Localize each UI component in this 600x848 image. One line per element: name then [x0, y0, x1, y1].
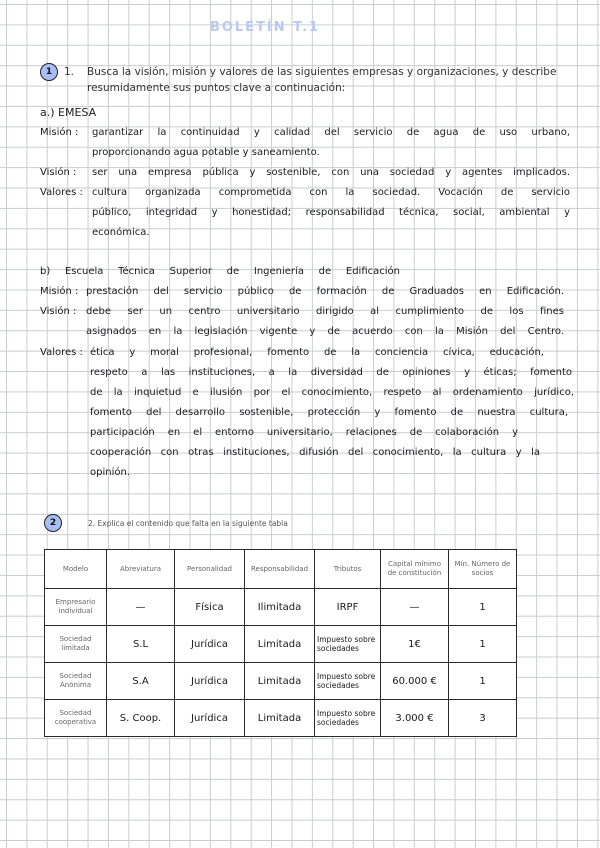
- table-cell-model: Sociedad limitada: [45, 626, 107, 663]
- section-b-valores-line-5: participación en el entorno universitario, relaciones de colaboración y: [90, 427, 518, 438]
- table-cell-taxes: Impuesto sobre sociedades: [315, 700, 381, 737]
- table-cell-liability: Limitada: [245, 626, 315, 663]
- table-header-cell: Abreviatura: [107, 550, 175, 589]
- table-cell-partners: 1: [449, 626, 517, 663]
- table-cell-capital: 3.000 €: [381, 700, 449, 737]
- section-a-valores-line-1: cultura organizada comprometida con la sociedad. Vocación de servicio: [92, 187, 570, 198]
- question-2-text: 2. Explica el contenido que falta en la siguiente tabla: [88, 519, 288, 528]
- section-b-valores-line-7: opinión.: [90, 467, 130, 478]
- section-a-valores-label: Valores :: [40, 187, 83, 198]
- table-cell-liability: Ilimitada: [245, 589, 315, 626]
- section-b-mision-label: Misión :: [40, 286, 79, 297]
- table-cell-capital: 60.000 €: [381, 663, 449, 700]
- table-row: [45, 589, 517, 626]
- table-header-cell: Mín. Número de socios: [449, 550, 517, 589]
- table-cell-capital: 1€: [381, 626, 449, 663]
- table-header-cell: Personalidad: [175, 550, 245, 589]
- section-a-vision-label: Visión :: [40, 167, 77, 178]
- table-cell-personality: Física: [175, 589, 245, 626]
- table-cell-model: Empresario individual: [45, 589, 107, 626]
- table-cell-model: Sociedad cooperativa: [45, 700, 107, 737]
- table-header-cell: Capital mínimo de constitución: [381, 550, 449, 589]
- question-2-badge: 2: [44, 514, 62, 532]
- table-cell-taxes: Impuesto sobre sociedades: [315, 626, 381, 663]
- table-header-row: [45, 550, 517, 589]
- table-cell-taxes: Impuesto sobre sociedades: [315, 663, 381, 700]
- table-cell-partners: 1: [449, 589, 517, 626]
- section-b-valores-label: Valores :: [40, 347, 83, 358]
- table-cell-personality: Jurídica: [175, 700, 245, 737]
- table-cell-partners: 1: [449, 663, 517, 700]
- section-a-heading: a.) EMESA: [40, 106, 97, 119]
- table-cell-personality: Jurídica: [175, 626, 245, 663]
- table-header-cell: Responsabilidad: [245, 550, 315, 589]
- section-b-valores-line-2: respeto a las instituciones, a la diversidad de opiniones y éticas; fomento: [90, 367, 572, 378]
- section-a-valores-line-2: público, integridad y honestidad; responsabilidad técnica, social, ambiental y: [92, 207, 570, 218]
- section-b-vision-line-1: debe ser un centro universitario dirigido al cumplimiento de los fines: [86, 306, 564, 317]
- section-b-valores-line-1: ética y moral profesional, fomento de la conciencia cívica, educación,: [90, 347, 544, 358]
- table-cell-abbreviation: S.A: [107, 663, 175, 700]
- section-b-valores-line-3: de la inquietud e ilusión por el conocimiento, respeto al ordenamiento jurídico,: [90, 387, 574, 398]
- table-header-cell: Tributos: [315, 550, 381, 589]
- question-1-number: 1.: [64, 66, 75, 78]
- table-header-cell: Modelo: [45, 550, 107, 589]
- table-cell-abbreviation: —: [107, 589, 175, 626]
- table-cell-capital: —: [381, 589, 449, 626]
- question-1-line-2: resumidamente sus puntos clave a continuación:: [87, 82, 346, 94]
- section-b-vision-line-2: asignados en la legislación vigente y de acuerdo con la Misión del Centro.: [86, 326, 564, 337]
- section-b-valores-line-4: fomento del desarrollo sostenible, protección y fomento de nuestra cultura,: [90, 407, 568, 418]
- section-b-valores-line-6: cooperación con otras instituciones, difusión del conocimiento, la cultura y la: [90, 447, 540, 458]
- table-cell-model: Sociedad Anónima: [45, 663, 107, 700]
- table-cell-abbreviation: S.L: [107, 626, 175, 663]
- table-row: [45, 663, 517, 700]
- section-b-mision-line-1: prestación del servicio público de formación de Graduados en Edificación.: [86, 286, 564, 297]
- table-cell-partners: 3: [449, 700, 517, 737]
- table-cell-personality: Jurídica: [175, 663, 245, 700]
- question-1-line-1: Busca la visión, misión y valores de las siguientes empresas y organizaciones, y describe: [87, 66, 557, 78]
- table-cell-abbreviation: S. Coop.: [107, 700, 175, 737]
- section-a-mision-label: Misión :: [40, 127, 79, 138]
- question-1-badge: 1: [40, 63, 58, 81]
- section-a-mision-line-2: proporcionando agua potable y saneamiento.: [92, 147, 320, 158]
- table-row: [45, 626, 517, 663]
- page-title: BOLETÍN T.1: [209, 20, 321, 35]
- table-cell-liability: Limitada: [245, 663, 315, 700]
- table-row: [45, 700, 517, 737]
- table-cell-liability: Limitada: [245, 700, 315, 737]
- section-a-mision-line-1: garantizar la continuidad y calidad del servicio de agua de uso urbano,: [92, 127, 570, 138]
- companies-table: [44, 549, 517, 737]
- table-cell-taxes: IRPF: [315, 589, 381, 626]
- section-b-heading: b) Escuela Técnica Superior de Ingeniería de Edificación: [40, 266, 400, 277]
- section-b-vision-label: Visión :: [40, 306, 77, 317]
- section-a-vision-line-1: ser una empresa pública y sostenible, con una sociedad y agentes implicados.: [92, 167, 570, 178]
- section-a-valores-line-3: económica.: [92, 227, 150, 238]
